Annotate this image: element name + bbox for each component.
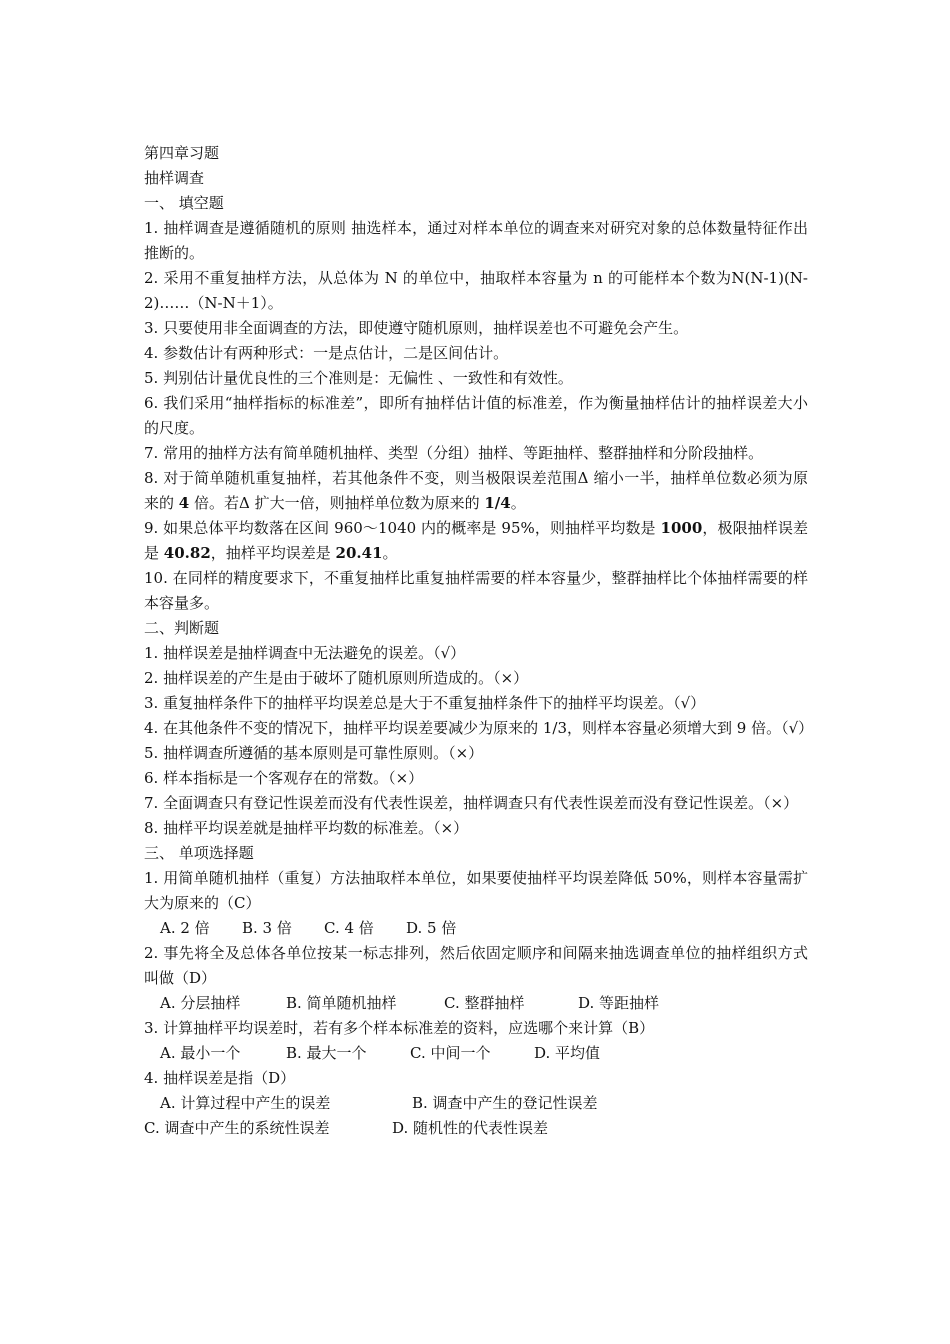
question-8-answer-4: 4 — [178, 494, 190, 512]
true-false-question-1: 1. 抽样误差是抽样调查中无法避免的误差。（√） — [144, 644, 466, 662]
choice-question-3-stem: 3. 计算抽样平均误差时，若有多个样本标准差的资料，应选哪个来计算（B） — [144, 1019, 655, 1037]
fill-blank-question-10: 10. 在同样的精度要求下，不重复抽样比重复抽样需要的样本容量少，整群抽样比个体抽样需要的样本容量多。 — [144, 569, 808, 612]
choice-question-4-stem: 4. 抽样误差是指（D） — [144, 1069, 296, 1087]
choice-question-1-stem: 1. 用简单随机抽样（重复）方法抽取样本单位，如果要使抽样平均误差降低 50%，则样本容量需扩大为原来的（C） — [144, 869, 808, 912]
true-false-question-4: 4. 在其他条件不变的情况下，抽样平均误差要减少为原来的 1/3，则样本容量必须增大到 9 倍。（√） — [144, 719, 814, 737]
fill-blank-question-5: 5. 判别估计量优良性的三个准则是：无偏性 、一致性和有效性。 — [144, 369, 573, 387]
true-false-question-7: 7. 全面调查只有登记性误差而没有代表性误差，抽样调查只有代表性误差而没有登记性误差。（×） — [144, 794, 799, 812]
question-8-text-a: 8. 对于简单随机重复抽样，若其他条件不变，则当极限误差范围Δ 缩小一半，抽样单位数必须为原来的 — [144, 469, 808, 512]
question-8-text-e: 。 — [510, 494, 526, 512]
option-c: C. 整群抽样 — [444, 994, 525, 1012]
option-a: A. 计算过程中产生的误差 — [160, 1094, 331, 1112]
fill-blank-question-9 — [144, 516, 808, 566]
question-9-text-c: ，极限抽样误差是 — [144, 519, 808, 562]
question-8-answer-quarter: 1/4 — [484, 494, 511, 512]
section-heading-single-choice: 三、 单项选择题 — [144, 844, 254, 862]
choice-question-4-options-row-2 — [144, 1116, 808, 1141]
choice-question-2-options — [144, 991, 808, 1016]
true-false-question-8: 8. 抽样平均误差就是抽样平均数的标准差。（×） — [144, 819, 469, 837]
question-9-text-g: 。 — [382, 544, 398, 562]
fill-blank-question-8 — [144, 466, 808, 516]
option-d: D. 等距抽样 — [578, 994, 660, 1012]
true-false-question-3: 3. 重复抽样条件下的抽样平均误差总是大于不重复抽样条件下的抽样平均误差。（√） — [144, 694, 706, 712]
option-d: D. 平均值 — [534, 1044, 601, 1062]
fill-blank-question-6: 6. 我们采用“抽样指标的标准差”，即所有抽样估计值的标准差，作为衡量抽样估计的抽样误差大小的尺度。 — [144, 394, 808, 437]
question-9-answer-mean-error: 20.41 — [335, 544, 383, 562]
option-c: C. 调查中产生的系统性误差 — [144, 1119, 330, 1137]
choice-question-2-stem: 2. 事先将全及总体各单位按某一标志排列，然后依固定顺序和间隔来抽选调查单位的抽样组织方式叫做（D） — [144, 944, 808, 987]
option-b: B. 最大一个 — [286, 1044, 367, 1062]
fill-blank-question-4: 4. 参数估计有两种形式：一是点估计，二是区间估计。 — [144, 344, 509, 362]
option-a: A. 2 倍 — [160, 919, 210, 937]
question-9-answer-limit-error: 40.82 — [163, 544, 211, 562]
fill-blank-question-1: 1. 抽样调查是遵循随机的原则 抽选样本，通过对样本单位的调查来对研究对象的总体数量特征作出推断的。 — [144, 219, 808, 262]
fill-blank-question-7: 7. 常用的抽样方法有简单随机抽样、类型（分组）抽样、等距抽样、整群抽样和分阶段抽样。 — [144, 444, 764, 462]
option-c: C. 中间一个 — [410, 1044, 491, 1062]
option-b: B. 调查中产生的登记性误差 — [412, 1094, 598, 1112]
chapter-title: 第四章习题 — [144, 144, 220, 162]
choice-question-4-options-row-1 — [144, 1091, 808, 1116]
question-9-text-e: ，抽样平均误差是 — [210, 544, 336, 562]
option-c: C. 4 倍 — [324, 919, 374, 937]
question-8-text-c: 倍。若Δ 扩大一倍，则抽样单位数为原来的 — [189, 494, 485, 512]
fill-blank-question-3: 3. 只要使用非全面调查的方法，即使遵守随机原则，抽样误差也不可避免会产生。 — [144, 319, 689, 337]
section-heading-fill-blank: 一、 填空题 — [144, 194, 224, 212]
option-d: D. 5 倍 — [406, 919, 457, 937]
fill-blank-question-2: 2. 采用不重复抽样方法，从总体为 N 的单位中，抽取样本容量为 n 的可能样本个数为N(N-1)(N-2)……（N-N＋1）。 — [144, 269, 808, 312]
choice-question-3-options — [144, 1041, 808, 1066]
option-b: B. 3 倍 — [242, 919, 292, 937]
option-a: A. 最小一个 — [160, 1044, 241, 1062]
true-false-question-2: 2. 抽样误差的产生是由于破坏了随机原则所造成的。（×） — [144, 669, 529, 687]
choice-question-1-options — [144, 916, 808, 941]
document-subtitle: 抽样调查 — [144, 169, 205, 187]
section-heading-true-false: 二、判断题 — [144, 619, 220, 637]
question-9-answer-mean: 1000 — [660, 519, 703, 537]
option-a: A. 分层抽样 — [160, 994, 241, 1012]
question-9-text-a: 9. 如果总体平均数落在区间 960～1040 内的概率是 95%，则抽样平均数是 — [144, 519, 661, 537]
document-page — [144, 141, 814, 1141]
option-d: D. 随机性的代表性误差 — [392, 1119, 549, 1137]
true-false-question-6: 6. 样本指标是一个客观存在的常数。（×） — [144, 769, 424, 787]
option-b: B. 简单随机抽样 — [286, 994, 397, 1012]
true-false-question-5: 5. 抽样调查所遵循的基本原则是可靠性原则。（×） — [144, 744, 484, 762]
